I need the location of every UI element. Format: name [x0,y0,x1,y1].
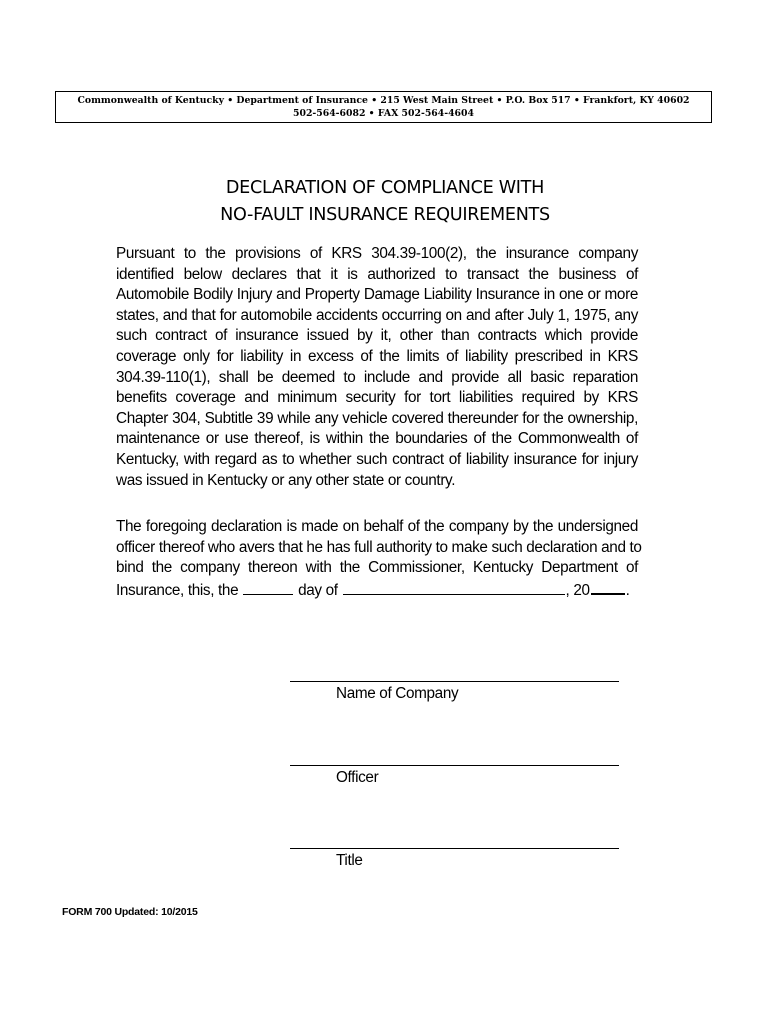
form-footer: FORM 700 Updated: 10/2015 [62,906,198,918]
paragraph-line: bind the company thereon with the Commissioner, Kentucky Department of [116,559,638,577]
paragraph-line: identified below declares that it is authorized to transact the business of [116,265,638,283]
paragraph-line: Automobile Bodily Injury and Property Damage Liability Insurance in one or more [116,286,638,304]
company-name-label: Name of Company [336,685,459,702]
date-line-end: . [625,581,630,599]
date-line-year-prefix: , 20 [565,581,590,599]
title-line-1: DECLARATION OF COMPLIANCE WITH [225,178,545,198]
officer-signature-line[interactable] [290,765,619,766]
paragraph-line: The foregoing declaration is made on behalf of the company by the undersigned [116,518,638,535]
document-title [0,175,770,229]
paragraph-line: such contract of insurance issued by it, other than contracts which provide [116,327,638,345]
paragraph-line: was issued in Kentucky or any other state or country. [116,471,456,489]
paragraph-line: Kentucky, with regard as to whether such contract of liability insurance for injury [116,450,638,468]
paragraph-line: Chapter 304, Subtitle 39 while any vehicle covered thereunder for the ownership, [116,409,638,427]
company-signature-line[interactable] [290,681,619,682]
paragraph-line: 304.39-110(1), shall be deemed to include and provide all basic reparation [116,368,638,386]
paragraph-line: Pursuant to the provisions of KRS 304.39-100(2), the insurance company [116,245,638,262]
paragraph-line: maintenance or use thereof, is within the boundaries of the Commonwealth of [116,430,638,448]
paragraph-line: officer thereof who avers that he has full authority to make such declaration and to [116,538,642,556]
year-blank-field[interactable] [591,579,625,595]
month-blank-field[interactable] [343,580,565,595]
declaration-paragraph [116,244,638,491]
title-label: Title [336,852,363,869]
date-line [116,579,638,600]
title-line-2: NO-FAULT INSURANCE REQUIREMENTS [220,205,550,225]
paragraph-line: states, and that for automobile accidents occurring on and after July 1, 1975, any [116,306,638,324]
day-blank-field[interactable] [243,580,293,595]
paragraph-line: benefits coverage and minimum security for tort liabilities required by KRS [116,389,638,407]
officer-label: Officer [336,769,379,786]
agency-phone-line: 502-564-6082 • FAX 502-564-4604 [293,108,474,119]
date-line-prefix: Insurance, this, the [116,581,239,599]
agency-address-line: Commonwealth of Kentucky • Department of Insurance • 215 West Main Street • P.O. Box 517 • Frankfort, KY 40602 [77,95,690,106]
title-signature-line[interactable] [290,848,619,849]
authority-paragraph [116,517,642,599]
agency-header-box [55,91,712,123]
date-line-day-of: day of [298,581,338,599]
paragraph-line: coverage only for liability in excess of the limits of liability prescribed in KRS [116,347,638,365]
